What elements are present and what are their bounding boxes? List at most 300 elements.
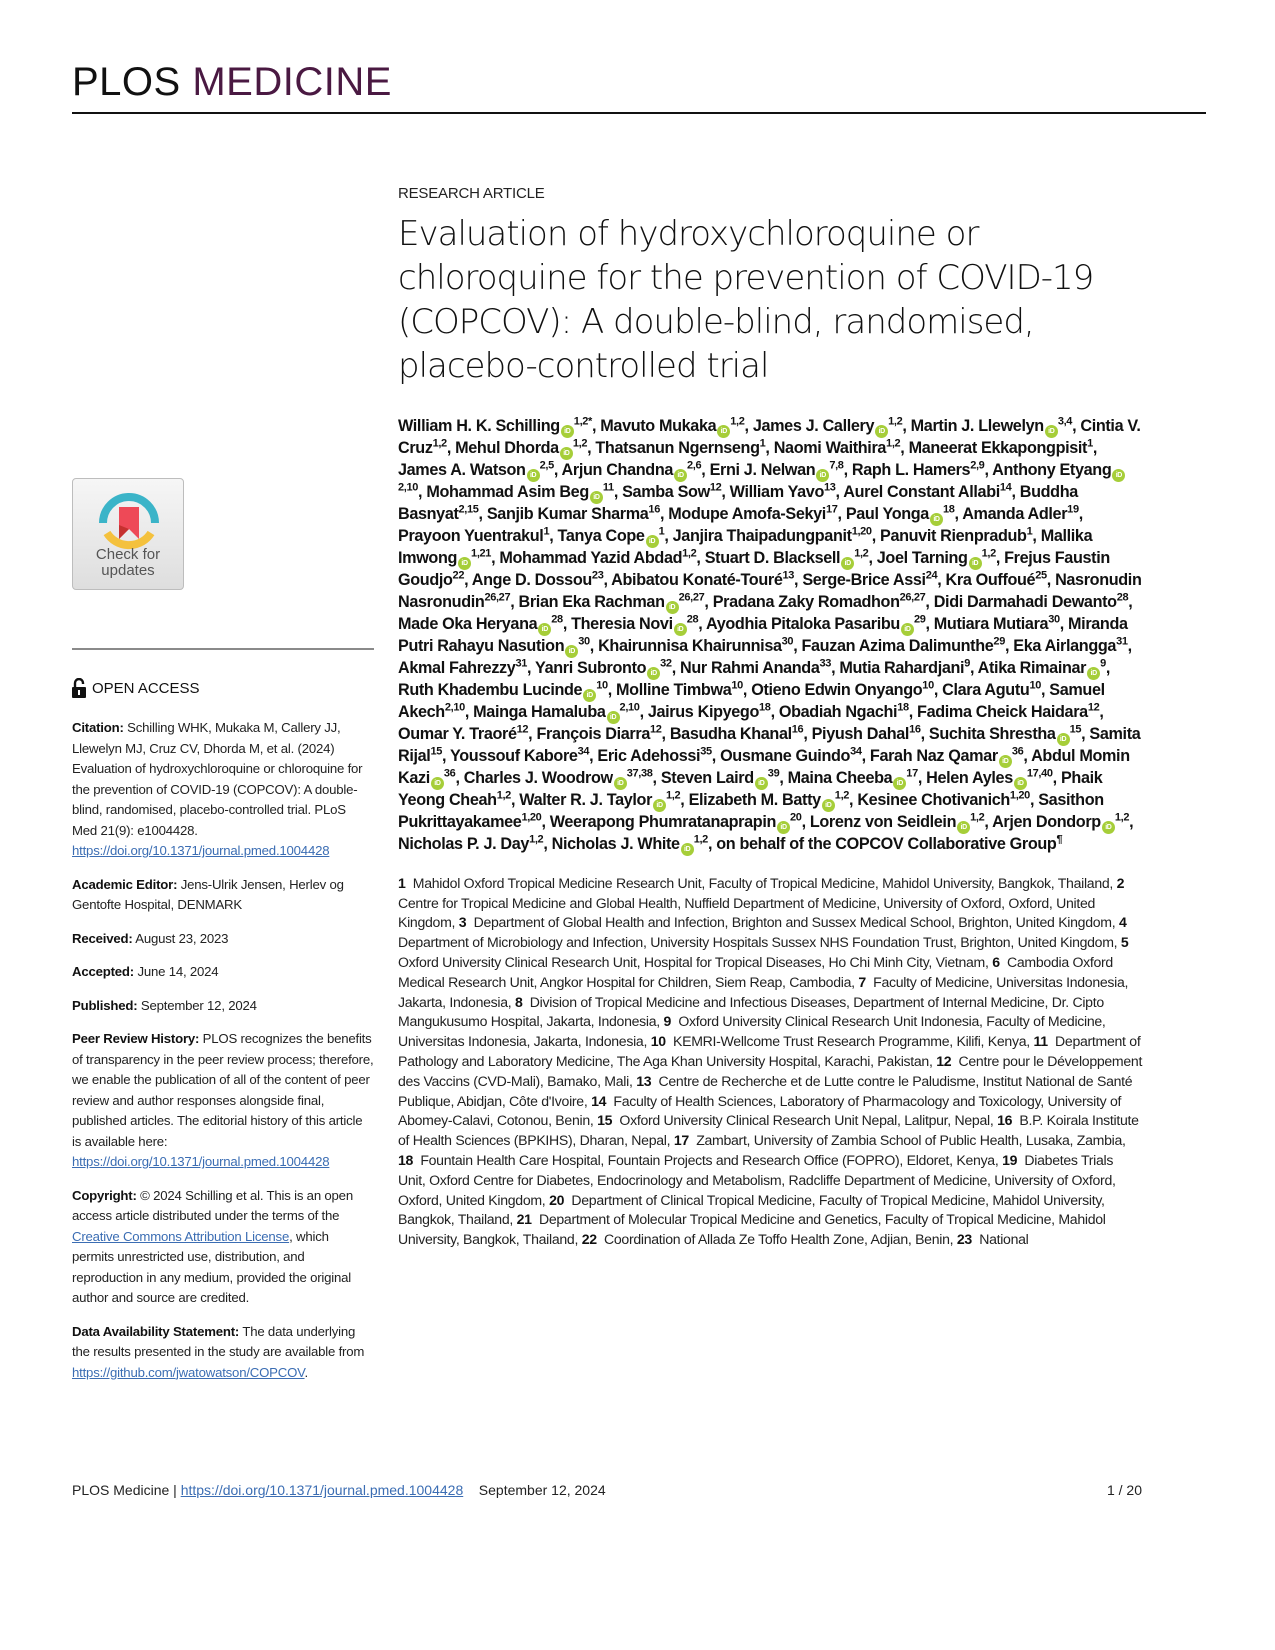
affiliation-ref: 31	[1116, 635, 1128, 648]
academic-editor-label: Academic Editor:	[72, 876, 178, 892]
author-name: Akmal Fahrezzy	[398, 658, 516, 677]
author-name: Mohammad Asim Beg	[426, 483, 589, 501]
affiliation-number: 1	[398, 874, 406, 891]
affiliation-ref: 2,6	[687, 459, 702, 472]
author-name: Samba Sow	[622, 483, 710, 501]
author-name: Joel Tarning	[876, 549, 968, 567]
author-name: Tanya Cope	[557, 527, 645, 545]
author	[753, 417, 903, 435]
author-name: Mainga Hamaluba	[473, 702, 606, 721]
affiliation-ref: 35	[700, 745, 712, 758]
author-name: Oumar Y. Traoré	[398, 724, 517, 743]
affiliation-text: Centre pour le Développement des Vaccins (CVD-Mali), Bamako, Mali,	[398, 1052, 1143, 1089]
author-name: Basudha Khanal	[669, 724, 792, 743]
orcid-icon[interactable]: iD	[647, 667, 660, 680]
affiliation-ref: 1,20	[521, 811, 542, 824]
accepted-label: Accepted:	[72, 964, 134, 979]
author	[720, 747, 862, 765]
affiliation-ref: 13	[782, 569, 795, 582]
orcid-icon[interactable]: iD	[875, 425, 888, 438]
author-name: Suchita Shrestha	[928, 724, 1056, 743]
footer-doi-link[interactable]: https://doi.org/10.1371/journal.pmed.1004428	[180, 1482, 464, 1498]
affiliation-text: Oxford University Clinical Research Unit, Hospital for Tropical Diseases, Ho Chi Minh City, Vietnam,	[398, 953, 989, 970]
author	[802, 571, 937, 589]
author	[398, 615, 563, 633]
received-block	[72, 929, 374, 950]
orcid-icon[interactable]: iD	[583, 689, 596, 702]
author	[839, 659, 970, 677]
author-name: Ayodhia Pitaloka Pasaribu	[705, 614, 900, 633]
affiliation-text: Zambart, University of Zambia School of Public Health, Lusaka, Zambia,	[696, 1132, 1126, 1149]
affiliation-ref: 16	[791, 723, 804, 736]
affiliation-ref: 1	[1087, 437, 1093, 450]
affiliation-ref: 1	[658, 525, 665, 538]
orcid-icon[interactable]: iD	[957, 821, 970, 834]
affiliation-ref: 9	[964, 657, 970, 670]
orcid-icon[interactable]: iD	[565, 645, 578, 658]
orcid-icon[interactable]: iD	[841, 557, 854, 570]
orcid-icon[interactable]: iD	[607, 711, 620, 724]
affiliation-ref: 13	[824, 481, 836, 494]
citation-block	[72, 718, 374, 862]
orcid-icon[interactable]: iD	[901, 623, 914, 636]
affiliation-text: Cambodia Oxford Medical Research Unit, Angkor Hospital for Children, Siem Reap, Cambodia,	[398, 953, 1113, 990]
open-access-badge	[72, 678, 200, 698]
author	[710, 461, 844, 479]
author-name: Molline Timbwa	[616, 680, 732, 699]
affiliation-ref: 37,38	[626, 767, 653, 780]
orcid-icon[interactable]: iD	[717, 425, 730, 438]
peer-review-block	[72, 1029, 374, 1173]
received-date: August 23, 2023	[135, 930, 229, 946]
affiliation-ref: 2,10	[619, 701, 640, 714]
author	[870, 747, 1023, 765]
author-name: Yanri Subronto	[535, 658, 647, 677]
orcid-icon[interactable]: iD	[674, 469, 687, 482]
author-name: Amanda Adler	[962, 505, 1068, 523]
author-name: Ousmane Guindo	[720, 746, 851, 765]
orcid-icon[interactable]: iD	[614, 777, 627, 790]
author-name: Kra Ouffoué	[945, 571, 1036, 589]
author-name: Maina Cheeba	[787, 768, 893, 787]
affiliation-ref: 7,8	[829, 459, 844, 472]
orcid-icon[interactable]: iD	[527, 469, 540, 482]
affiliation-ref: 1,2	[572, 437, 588, 450]
journal-name: MEDICINE	[192, 60, 392, 104]
affiliation-number: 13	[636, 1072, 652, 1089]
affiliation	[597, 1112, 993, 1128]
author-name: Paul Yonga	[845, 505, 929, 523]
author	[962, 505, 1079, 523]
author-name: Farah Naz Qamar	[869, 746, 998, 765]
author-name: Modupe Amofa-Sekyi	[668, 505, 826, 523]
affiliation-ref: 2,9	[970, 459, 985, 472]
author	[909, 439, 1093, 457]
author	[689, 791, 849, 809]
affiliation-ref: 14	[999, 481, 1012, 494]
orcid-icon[interactable]: iD	[999, 755, 1012, 768]
publisher-name: PLOS	[72, 60, 181, 104]
affiliation	[674, 1132, 1126, 1148]
affiliation	[398, 875, 1113, 891]
author-name: Eka Airlangga	[1013, 636, 1117, 655]
author-name: Otieno Edwin Onyango	[751, 680, 923, 699]
academic-editor-text: Jens-Ulrik Jensen, Herlev og Gentofte Hospital, DENMARK	[72, 876, 344, 912]
affiliation-text: Oxford University Clinical Research Unit Nepal, Lalitpur, Nepal,	[619, 1112, 994, 1129]
author	[852, 461, 985, 479]
affiliation-ref: 33	[819, 657, 832, 670]
author-name: Steven Laird	[660, 768, 754, 787]
article-main	[398, 185, 1143, 1250]
affiliation	[957, 1231, 1029, 1247]
author-name: Serge-Brice Assi	[802, 571, 926, 589]
orcid-icon[interactable]: iD	[561, 425, 574, 438]
author-name: Mohammad Yazid Abdad	[499, 549, 683, 567]
author	[398, 417, 592, 435]
collaborative-group: on behalf of the COPCOV Collaborative Group	[716, 834, 1057, 853]
orcid-icon[interactable]: iD	[1057, 733, 1070, 746]
author	[398, 681, 608, 699]
orcid-icon[interactable]: iD	[1014, 777, 1027, 790]
peer-review-link[interactable]: https://doi.org/10.1371/journal.pmed.1004428	[72, 1154, 330, 1169]
author-name: Mehul Dhorda	[455, 439, 559, 457]
orcid-icon[interactable]: iD	[431, 777, 444, 790]
article-metadata	[72, 718, 374, 1396]
author-name: Anthony Etyang	[992, 461, 1112, 479]
author-name: Abdul Momin Kazi	[398, 746, 1130, 787]
peer-review-label: Peer Review History:	[72, 1031, 200, 1046]
author-name: François Diarra	[536, 724, 650, 743]
author	[1013, 637, 1127, 655]
author	[713, 593, 926, 611]
author-name: Nur Rahmi Ananda	[680, 658, 820, 677]
author-name: Didi Darmahadi Dewanto	[933, 592, 1117, 611]
author	[464, 769, 653, 787]
author-name: Ange D. Dossou	[471, 571, 592, 589]
author-name: Samita Rijal	[398, 724, 1141, 765]
article-type: RESEARCH ARTICLE	[398, 185, 545, 202]
affiliation-number: 20	[549, 1191, 565, 1208]
affiliation-list	[398, 874, 1143, 1250]
author-name: Frejus Faustin Goudjo	[398, 549, 1110, 589]
affiliation-ref: 11	[602, 481, 614, 494]
author-name: Nasronudin Nasronudin	[398, 571, 1142, 611]
affiliation-ref: 12	[1087, 701, 1100, 714]
author-name: James A. Watson	[398, 461, 526, 479]
affiliation-ref: 10	[922, 679, 934, 692]
open-access-label: OPEN ACCESS	[92, 679, 200, 697]
author	[600, 417, 744, 435]
affiliation-text: National	[979, 1231, 1029, 1248]
author-name: Arjun Chandna	[561, 461, 674, 479]
orcid-icon[interactable]: iD	[893, 777, 906, 790]
author	[398, 835, 543, 853]
affiliation-number: 4	[1118, 914, 1127, 931]
orcid-icon[interactable]: iD	[822, 799, 835, 812]
orcid-icon[interactable]: iD	[666, 601, 679, 614]
check-for-updates-button[interactable]	[72, 478, 184, 590]
author-name: Nicholas J. White	[551, 834, 680, 853]
affiliation-ref: 1,2	[496, 789, 511, 802]
author	[670, 725, 803, 743]
author	[730, 483, 836, 501]
author-name: Mutia Rahardjani	[839, 658, 965, 677]
affiliation-ref: 10	[731, 679, 743, 692]
affiliation-ref: 30	[1048, 613, 1060, 626]
affiliation-ref: 1,2*	[573, 415, 592, 428]
author-name: Fauzan Azima Dalimunthe	[801, 636, 994, 655]
orcid-icon[interactable]: iD	[560, 447, 573, 460]
author	[398, 659, 527, 677]
group-mark: ¶	[1056, 833, 1063, 846]
peer-review-text: PLOS recognizes the benefits of transparency in the peer review process; therefore, we enable the publication of all of the content of peer review and author responses alongside final, published articles. The editorial history of this article is available here:	[72, 1031, 374, 1149]
author-name: Jairus Kipyego	[647, 702, 760, 721]
affiliation-number: 8	[515, 993, 523, 1010]
author	[616, 681, 743, 699]
affiliation-text: Mahidol Oxford Tropical Medicine Research Unit, Faculty of Tropical Medicine, Mahidol University, Bangkok, Thailand,	[412, 874, 1114, 891]
affiliation-ref: 31	[515, 657, 528, 670]
affiliation-number: 15	[597, 1112, 613, 1129]
author	[846, 505, 955, 523]
data-availability-label: Data Availability Statement:	[72, 1323, 240, 1339]
affiliation-ref: 2,5	[539, 459, 554, 472]
affiliation-text: Coordination of Allada Ze Toffo Health Zone, Adjian, Benin,	[604, 1231, 954, 1248]
affiliation-ref: 25	[1035, 569, 1047, 582]
affiliation-number: 11	[1033, 1033, 1048, 1050]
affiliation-ref: 1,2	[432, 437, 447, 450]
updates-label: updates	[101, 562, 155, 579]
author-name: Arjen Dondorp	[992, 812, 1101, 831]
author	[929, 725, 1081, 743]
author	[499, 549, 696, 567]
orcid-icon[interactable]: iD	[930, 513, 943, 526]
orcid-icon[interactable]: iD	[755, 777, 768, 790]
citation-doi-link[interactable]: https://doi.org/10.1371/journal.pmed.1004428	[72, 843, 330, 858]
affiliation-number: 14	[591, 1092, 607, 1109]
academic-editor-block	[72, 875, 374, 916]
author-name: Kesinee Chotivanich	[857, 790, 1010, 809]
affiliation-number: 18	[398, 1151, 414, 1168]
author-name: Raph L. Hamers	[851, 461, 971, 479]
affiliation-ref: 1,2	[666, 789, 681, 802]
author	[535, 659, 672, 677]
affiliation-text: Department of Clinical Tropical Medicine, Faculty of Tropical Medicine, Mahidol University, Bangkok, Thailand,	[398, 1191, 1105, 1228]
author	[426, 483, 614, 501]
orcid-icon[interactable]: iD	[1112, 469, 1125, 482]
author-name: Walter R. J. Taylor	[519, 790, 653, 809]
footer-date: September 12, 2024	[478, 1482, 606, 1498]
author	[519, 791, 680, 809]
affiliation-number: 12	[936, 1052, 952, 1069]
affiliation-text: Fountain Health Care Hospital, Fountain Projects and Research Office (FOPRO), Eldoret, Kenya,	[420, 1151, 999, 1168]
author-name: Fadima Cheick Haidara	[917, 702, 1088, 721]
author-name: Mutiara Mutiara	[933, 614, 1049, 633]
data-availability-block	[72, 1322, 374, 1384]
affiliation-text: Department of Pathology and Laboratory Medicine, The Aga Khan University Hospital, Karachi, Pakistan,	[398, 1033, 1141, 1069]
author-name: Pradana Zaky Romadhon	[712, 592, 900, 611]
orcid-icon[interactable]: iD	[674, 623, 687, 636]
author	[992, 813, 1129, 831]
affiliation-ref: 28	[686, 613, 699, 626]
author-name: Martin J. Llewelyn	[910, 417, 1044, 435]
author-name: Prayoon Yuentrakul	[398, 527, 544, 545]
affiliation-ref: 39	[767, 767, 780, 780]
author	[661, 769, 780, 787]
orcid-icon[interactable]: iD	[1087, 667, 1100, 680]
orcid-icon[interactable]: iD	[646, 535, 659, 548]
orcid-icon[interactable]: iD	[777, 821, 790, 834]
orcid-icon[interactable]: iD	[1045, 425, 1058, 438]
affiliation-ref: 12	[649, 723, 662, 736]
affiliation-ref: 26,27	[484, 591, 511, 604]
copyright-text: © 2024 Schilling et al. This is an open access article distributed under the terms of the	[72, 1187, 353, 1223]
author	[812, 725, 921, 743]
affiliation	[651, 1033, 1030, 1049]
author	[705, 549, 869, 567]
article-title: Evaluation of hydroxychloroquine or chloroquine for the prevention of COVID-19 (COPCOV): A double-blind, randomised, placebo-controlled trial	[398, 214, 1094, 386]
author-name: Brian Eka Rachman	[518, 592, 665, 611]
author	[857, 791, 1030, 809]
author-name: Miranda Putri Rahayu Nasution	[398, 614, 1128, 655]
citation-text: Schilling WHK, Mukaka M, Callery JJ, Llewelyn MJ, Cruz CV, Dhorda M, et al. (2024) Evaluation of hydroxychloroquine or chloroquine for the prevention of COVID-19 (COPCOV): A double-blind, randomised, placebo-controlled trial. PLoS Med 21(9): e1004428.	[72, 720, 363, 838]
author	[611, 571, 794, 589]
footer-citation	[72, 1482, 606, 1498]
affiliation-number: 6	[992, 953, 1000, 970]
license-link[interactable]: Creative Commons Attribution License	[72, 1228, 290, 1244]
affiliation-number: 9	[663, 1013, 672, 1030]
author-name: Mallika Imwong	[398, 527, 1093, 567]
orcid-icon[interactable]: iD	[681, 843, 694, 856]
affiliation-text: B.P. Koirala Institute of Health Sciences (BPKIHS), Dharan, Nepal,	[398, 1112, 1139, 1149]
author-name: Samuel Akech	[398, 680, 1105, 721]
affiliation-ref: 17	[825, 503, 838, 516]
affiliation-number: 23	[956, 1231, 972, 1248]
author	[911, 417, 1072, 435]
orcid-icon[interactable]: iD	[969, 557, 982, 570]
affiliation-ref: 12	[709, 481, 722, 494]
author	[706, 615, 926, 633]
orcid-icon[interactable]: iD	[538, 623, 551, 636]
published-block	[72, 996, 374, 1017]
affiliation-ref: 19	[1067, 503, 1079, 516]
affiliation-ref: 15	[1069, 723, 1082, 736]
author-name: Theresia Novi	[571, 614, 673, 633]
author	[398, 527, 549, 545]
affiliation-ref: 9	[1100, 657, 1106, 670]
affiliation-text: Department of Microbiology and Infection, University Hospitals Sussex NHS Foundation Trust, Brighton, United Kingdom,	[398, 934, 1118, 951]
author-name: Made Oka Heryana	[398, 614, 538, 633]
unlocked-padlock-icon	[72, 678, 86, 698]
author-name: Maneerat Ekkapongpisit	[908, 439, 1088, 457]
affiliation-ref: 18	[942, 503, 955, 516]
affiliation-ref: 30	[578, 635, 590, 648]
author-name: Cintia V. Cruz	[398, 417, 1141, 457]
affiliation-ref: 12	[516, 723, 529, 736]
orcid-icon[interactable]: iD	[1102, 821, 1115, 834]
author-name: Nicholas P. J. Day	[398, 834, 530, 853]
affiliation-text: Division of Tropical Medicine and Infectious Diseases, Department of Internal Medicine, Dr. Cipto Mangukusumo Hospital, Jakarta, Indonesia,	[398, 993, 1104, 1030]
affiliation-ref: 10	[596, 679, 608, 692]
affiliation-ref: 36	[1011, 745, 1024, 758]
affiliation-ref: 2,10	[444, 701, 465, 714]
affiliation-ref: 1	[543, 525, 550, 538]
author	[877, 549, 996, 567]
affiliation-ref: 1,2	[730, 415, 745, 428]
affiliation-ref: 22	[452, 569, 465, 582]
published-label: Published:	[72, 997, 138, 1013]
crossmark-icon	[99, 493, 159, 553]
affiliation-ref: 32	[660, 657, 672, 670]
author	[917, 703, 1099, 721]
affiliation	[459, 914, 1116, 930]
affiliation-ref: 17	[906, 767, 918, 780]
orcid-icon[interactable]: iD	[816, 469, 829, 482]
affiliation-ref: 1,20	[851, 525, 872, 538]
author	[550, 813, 802, 831]
affiliation-ref: 10	[1029, 679, 1041, 692]
data-repository-link[interactable]: https://github.com/jwatowatson/COPCOV	[72, 1364, 305, 1380]
masthead-divider	[72, 112, 1206, 114]
affiliation-ref: 1,2	[888, 415, 903, 428]
affiliation-ref: 34	[850, 745, 862, 758]
affiliation-ref: 1,2	[1114, 811, 1130, 824]
author-name: Charles J. Woodrow	[463, 768, 613, 787]
author	[598, 637, 793, 655]
affiliation-ref: 26,27	[899, 591, 926, 604]
author	[934, 593, 1129, 611]
author	[880, 527, 1032, 545]
author-name: Ruth Khadembu Lucinde	[398, 680, 583, 699]
page-footer	[72, 1482, 1142, 1498]
author-name: Phaik Yeong Cheah	[398, 768, 1103, 809]
check-for-label: Check for	[95, 546, 161, 563]
affiliation-ref: 29	[993, 635, 1005, 648]
author	[843, 483, 1011, 501]
author	[788, 769, 918, 787]
affiliation-ref: 1,2	[834, 789, 850, 802]
affiliation-ref: 29	[913, 613, 926, 626]
author	[779, 703, 909, 721]
affiliation-ref: 20	[790, 811, 802, 824]
affiliation-number: 22	[581, 1231, 597, 1248]
orcid-icon[interactable]: iD	[590, 491, 603, 504]
affiliation-ref: 16	[909, 723, 921, 736]
author-name: Sanjib Kumar Sharma	[486, 505, 649, 523]
author-name: Erni J. Nelwan	[709, 461, 816, 479]
affiliation-ref: 34	[577, 745, 590, 758]
author-name: Abibatou Konaté-Touré	[611, 571, 783, 589]
affiliation-ref: 1,21	[471, 547, 492, 560]
published-date: September 12, 2024	[140, 997, 257, 1013]
author	[398, 461, 554, 479]
author-name: Obadiah Ngachi	[778, 702, 898, 721]
affiliation-number: 21	[516, 1211, 532, 1228]
orcid-icon[interactable]: iD	[458, 557, 471, 570]
author	[558, 527, 665, 545]
affiliation-text: Centre de Recherche et de Lutte contre le Paludisme, Institut National de Santé Publique, Abidjan, Côte d'Ivoire,	[398, 1072, 1133, 1109]
affiliation-ref: 1,2	[970, 811, 985, 824]
affiliation-ref: 1	[759, 437, 766, 450]
orcid-icon[interactable]: iD	[653, 799, 666, 812]
author-name: James J. Callery	[752, 417, 875, 435]
received-label: Received:	[72, 930, 133, 946]
affiliation-ref: 1,2	[682, 547, 697, 560]
author	[668, 505, 837, 523]
author	[680, 659, 831, 677]
affiliation-ref: 2,10	[398, 481, 419, 494]
affiliation-ref: 36	[443, 767, 456, 780]
author-name: Helen Ayles	[926, 768, 1013, 787]
